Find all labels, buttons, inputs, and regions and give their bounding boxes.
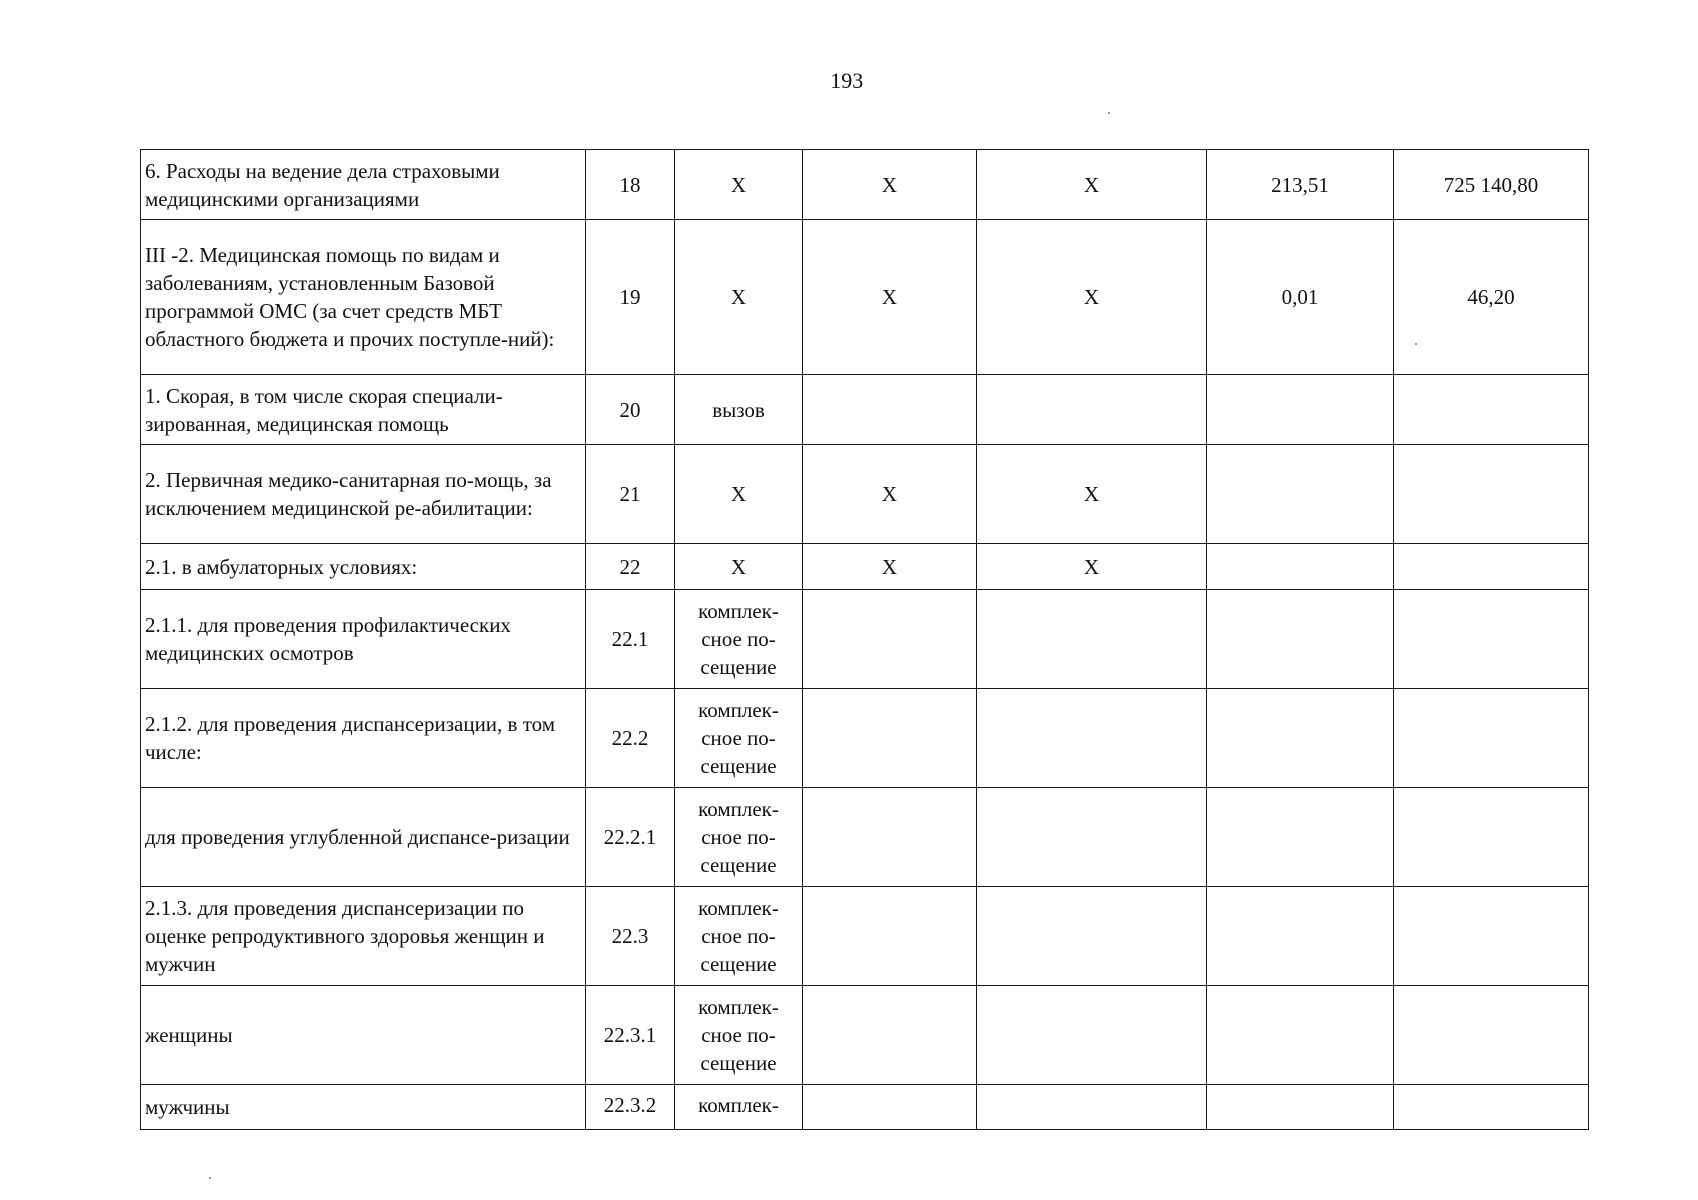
row-number-cell: 18 xyxy=(586,150,675,220)
unit-cell: комплек-сное по-сещение xyxy=(675,788,803,887)
value-cell-6 xyxy=(1394,887,1589,986)
value-cell-4 xyxy=(977,375,1207,445)
value-cell-3: X xyxy=(803,445,977,544)
row-name-cell: женщины xyxy=(141,986,586,1085)
unit-cell: комплек-сное по-сещение xyxy=(675,887,803,986)
value-cell-5 xyxy=(1207,544,1394,590)
value-cell-6 xyxy=(1394,689,1589,788)
value-cell-3: X xyxy=(803,544,977,590)
row-number-cell: 21 xyxy=(586,445,675,544)
value-cell-3 xyxy=(803,788,977,887)
value-cell-4 xyxy=(977,986,1207,1085)
value-cell-6 xyxy=(1394,788,1589,887)
table-row xyxy=(141,544,1589,590)
value-cell-6 xyxy=(1394,590,1589,689)
value-cell-5 xyxy=(1207,788,1394,887)
row-name-cell: мужчины xyxy=(141,1085,586,1130)
row-number-cell: 22.3.2 xyxy=(586,1085,675,1130)
row-name-cell: 2.1. в амбулаторных условиях: xyxy=(141,544,586,590)
value-cell-3: X xyxy=(803,220,977,375)
scan-speck xyxy=(1415,343,1417,345)
unit-cell: X xyxy=(675,150,803,220)
table-row xyxy=(141,689,1589,788)
value-cell-5 xyxy=(1207,445,1394,544)
row-name-cell: 2. Первичная медико-санитарная по-мощь, за исключением медицинской ре-абилитации: xyxy=(141,445,586,544)
row-number-cell: 22.3.1 xyxy=(586,986,675,1085)
value-cell-5 xyxy=(1207,887,1394,986)
unit-cell: комплек- xyxy=(675,1085,803,1130)
value-cell-4: X xyxy=(977,544,1207,590)
row-name-cell: 2.1.2. для проведения диспансеризации, в том числе: xyxy=(141,689,586,788)
value-cell-4 xyxy=(977,1085,1207,1130)
table-row xyxy=(141,375,1589,445)
unit-cell: X xyxy=(675,220,803,375)
value-cell-4 xyxy=(977,788,1207,887)
table-row xyxy=(141,887,1589,986)
unit-cell: вызов xyxy=(675,375,803,445)
scan-speck xyxy=(209,1177,211,1179)
value-cell-4: X xyxy=(977,220,1207,375)
table-row xyxy=(141,220,1589,375)
row-name-cell: III -2. Медицинская помощь по видам и заболеваниям, установленным Базовой программой ОМС (за счет средств МБТ областного бюджета и прочих поступле-ний): xyxy=(141,220,586,375)
value-cell-3 xyxy=(803,986,977,1085)
unit-cell: X xyxy=(675,544,803,590)
value-cell-6 xyxy=(1394,375,1589,445)
unit-cell: комплек-сное по-сещение xyxy=(675,590,803,689)
value-cell-6 xyxy=(1394,445,1589,544)
table-row xyxy=(141,986,1589,1085)
value-cell-3 xyxy=(803,887,977,986)
page-number: 193 xyxy=(830,68,864,93)
value-cell-5 xyxy=(1207,590,1394,689)
value-cell-5 xyxy=(1207,375,1394,445)
value-cell-4: X xyxy=(977,445,1207,544)
value-cell-5: 213,51 xyxy=(1207,150,1394,220)
value-cell-4 xyxy=(977,590,1207,689)
row-number-cell: 22 xyxy=(586,544,675,590)
scan-speck xyxy=(1108,112,1110,114)
unit-cell: комплек-сное по-сещение xyxy=(675,689,803,788)
row-number-cell: 22.2 xyxy=(586,689,675,788)
value-cell-6: 725 140,80 xyxy=(1394,150,1589,220)
table-row xyxy=(141,150,1589,220)
value-cell-3 xyxy=(803,590,977,689)
value-cell-3 xyxy=(803,1085,977,1130)
value-cell-6 xyxy=(1394,986,1589,1085)
value-cell-4 xyxy=(977,689,1207,788)
value-cell-5 xyxy=(1207,1085,1394,1130)
row-name-cell: 2.1.3. для проведения диспансеризации по оценке репродуктивного здоровья женщин и мужчин xyxy=(141,887,586,986)
row-number-cell: 22.1 xyxy=(586,590,675,689)
row-number-cell: 20 xyxy=(586,375,675,445)
row-number-cell: 22.2.1 xyxy=(586,788,675,887)
value-cell-4 xyxy=(977,887,1207,986)
row-number-cell: 19 xyxy=(586,220,675,375)
row-name-cell: 6. Расходы на ведение дела страховыми медицинскими организациями xyxy=(141,150,586,220)
table-row xyxy=(141,590,1589,689)
value-cell-5: 0,01 xyxy=(1207,220,1394,375)
value-cell-3 xyxy=(803,375,977,445)
value-cell-4: X xyxy=(977,150,1207,220)
unit-cell: X xyxy=(675,445,803,544)
table-row xyxy=(141,1085,1589,1130)
data-table xyxy=(140,149,1589,1130)
unit-cell: комплек-сное по-сещение xyxy=(675,986,803,1085)
value-cell-6 xyxy=(1394,544,1589,590)
value-cell-6: 46,20 xyxy=(1394,220,1589,375)
row-name-cell: 2.1.1. для проведения профилактических медицинских осмотров xyxy=(141,590,586,689)
row-name-cell: для проведения углубленной диспансе-ризации xyxy=(141,788,586,887)
value-cell-3 xyxy=(803,689,977,788)
row-name-cell: 1. Скорая, в том числе скорая специали-зированная, медицинская помощь xyxy=(141,375,586,445)
value-cell-3: X xyxy=(803,150,977,220)
row-number-cell: 22.3 xyxy=(586,887,675,986)
value-cell-6 xyxy=(1394,1085,1589,1130)
table-row xyxy=(141,445,1589,544)
value-cell-5 xyxy=(1207,689,1394,788)
value-cell-5 xyxy=(1207,986,1394,1085)
table-row xyxy=(141,788,1589,887)
